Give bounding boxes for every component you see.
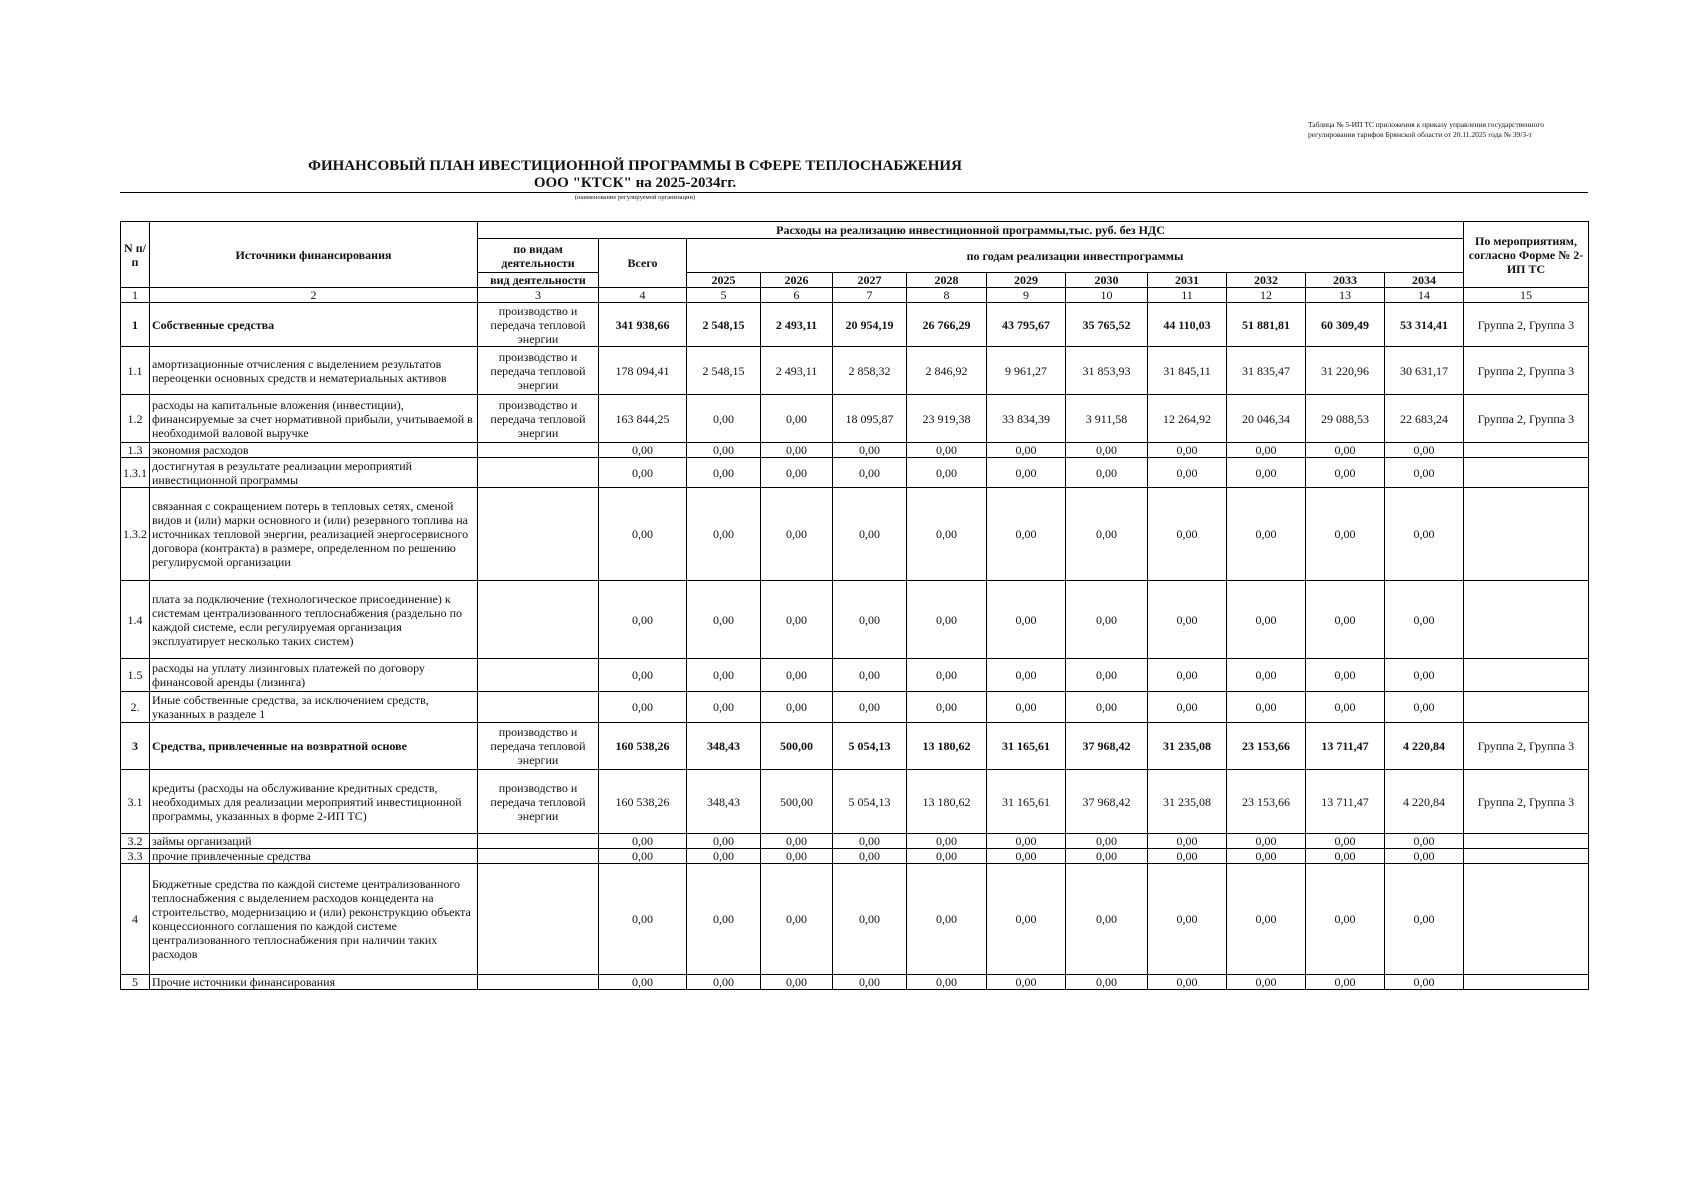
- table-row: [121, 458, 1589, 488]
- row-total: 0,00: [599, 864, 687, 975]
- row-activity: производство и передача тепловой энергии: [478, 303, 599, 347]
- row-year-value: 0,00: [1227, 581, 1306, 659]
- column-number: 6: [761, 288, 833, 303]
- row-year-value: 0,00: [987, 443, 1066, 458]
- row-year-value: 31 853,93: [1066, 347, 1148, 395]
- row-year-value: 51 881,81: [1227, 303, 1306, 347]
- row-year-value: 0,00: [907, 692, 987, 723]
- row-year-value: 0,00: [761, 864, 833, 975]
- row-year-value: 0,00: [1066, 488, 1148, 581]
- row-year-value: 31 835,47: [1227, 347, 1306, 395]
- row-year-value: 37 968,42: [1066, 723, 1148, 770]
- row-total: 160 538,26: [599, 770, 687, 834]
- row-year-value: 0,00: [1227, 692, 1306, 723]
- row-year-value: 0,00: [907, 975, 987, 990]
- row-year-value: 0,00: [1306, 443, 1385, 458]
- row-source: достигнутая в результате реализации мероприятий инвестиционной программы: [150, 458, 478, 488]
- row-year-value: 2 846,92: [907, 347, 987, 395]
- row-year-value: 53 314,41: [1385, 303, 1464, 347]
- row-year-value: 0,00: [687, 849, 761, 864]
- table-row: [121, 834, 1589, 849]
- header-year: 2029: [987, 273, 1066, 288]
- row-source: кредиты (расходы на обслуживание кредитных средств, необходимых для реализации мероприятий инвестиционной программы, указанных в форме 2-ИП ТС): [150, 770, 478, 834]
- header-year: 2030: [1066, 273, 1148, 288]
- table-row: [121, 347, 1589, 395]
- row-total: 0,00: [599, 581, 687, 659]
- row-measures-group: [1464, 458, 1589, 488]
- row-year-value: 31 235,08: [1148, 723, 1227, 770]
- row-year-value: 0,00: [1148, 834, 1227, 849]
- row-source: займы организаций: [150, 834, 478, 849]
- row-year-value: 0,00: [907, 488, 987, 581]
- row-year-value: 0,00: [761, 975, 833, 990]
- row-number: 3.2: [121, 834, 150, 849]
- row-number: 1.1: [121, 347, 150, 395]
- row-year-value: 0,00: [1385, 975, 1464, 990]
- row-year-value: 0,00: [987, 849, 1066, 864]
- row-activity: [478, 834, 599, 849]
- row-year-value: 0,00: [1385, 834, 1464, 849]
- row-year-value: 31 845,11: [1148, 347, 1227, 395]
- row-year-value: 0,00: [1385, 849, 1464, 864]
- row-year-value: 0,00: [761, 458, 833, 488]
- row-year-value: 0,00: [1227, 659, 1306, 692]
- row-year-value: 0,00: [1227, 849, 1306, 864]
- row-source: плата за подключение (технологическое присоединение) к системам централизованного теплоснабжения (раздельно по каждой системе, если регулируемая организация эксплуатирует несколько таких систем): [150, 581, 478, 659]
- row-year-value: 0,00: [761, 443, 833, 458]
- table-row: [121, 864, 1589, 975]
- header-activity: по видам деятельности: [478, 239, 599, 273]
- table-row: [121, 692, 1589, 723]
- row-year-value: 0,00: [833, 834, 907, 849]
- row-year-value: 18 095,87: [833, 395, 907, 443]
- row-source: расходы на уплату лизинговых платежей по договору финансовой аренды (лизинга): [150, 659, 478, 692]
- table-row: [121, 975, 1589, 990]
- row-year-value: 12 264,92: [1148, 395, 1227, 443]
- row-source: Собственные средства: [150, 303, 478, 347]
- row-year-value: 0,00: [907, 581, 987, 659]
- row-measures-group: Группа 2, Группа 3: [1464, 770, 1589, 834]
- header-year: 2031: [1148, 273, 1227, 288]
- row-year-value: 0,00: [987, 488, 1066, 581]
- row-year-value: 0,00: [761, 834, 833, 849]
- header-num: N п/п: [121, 222, 150, 288]
- row-year-value: 0,00: [1385, 443, 1464, 458]
- row-year-value: 0,00: [1066, 581, 1148, 659]
- row-total: 0,00: [599, 975, 687, 990]
- row-year-value: 0,00: [1066, 443, 1148, 458]
- row-year-value: 0,00: [1385, 581, 1464, 659]
- row-measures-group: [1464, 849, 1589, 864]
- row-measures-group: [1464, 834, 1589, 849]
- row-measures-group: Группа 2, Группа 3: [1464, 347, 1589, 395]
- row-year-value: 31 235,08: [1148, 770, 1227, 834]
- column-number: 5: [687, 288, 761, 303]
- row-year-value: 0,00: [1385, 458, 1464, 488]
- column-number: 14: [1385, 288, 1464, 303]
- header-year: 2032: [1227, 273, 1306, 288]
- header-year: 2026: [761, 273, 833, 288]
- row-year-value: 0,00: [1227, 488, 1306, 581]
- row-measures-group: Группа 2, Группа 3: [1464, 303, 1589, 347]
- row-year-value: 33 834,39: [987, 395, 1066, 443]
- row-total: 0,00: [599, 692, 687, 723]
- row-year-value: 20 046,34: [1227, 395, 1306, 443]
- row-year-value: 0,00: [907, 864, 987, 975]
- row-measures-group: [1464, 488, 1589, 581]
- row-number: 1.3.2: [121, 488, 150, 581]
- row-year-value: 348,43: [687, 770, 761, 834]
- row-year-value: 348,43: [687, 723, 761, 770]
- column-number: 9: [987, 288, 1066, 303]
- row-year-value: 0,00: [761, 659, 833, 692]
- row-activity: [478, 458, 599, 488]
- column-number: 2: [150, 288, 478, 303]
- row-year-value: 13 180,62: [907, 723, 987, 770]
- row-year-value: 0,00: [833, 864, 907, 975]
- row-year-value: 20 954,19: [833, 303, 907, 347]
- row-year-value: 0,00: [987, 975, 1066, 990]
- document-title: ФИНАНСОВЫЙ ПЛАН ИВЕСТИЦИОННОЙ ПРОГРАММЫ В СФЕРЕ ТЕПЛОСНАБЖЕНИЯ: [308, 158, 962, 174]
- header-year: 2027: [833, 273, 907, 288]
- row-source: Бюджетные средства по каждой системе централизованного теплоснабжения с выделением расходов концедента на строительство, модернизацию и (или) реконструкцию объекта концессионного соглашения по каждой системе централизованного теплоснабжения при наличии таких расходов: [150, 864, 478, 975]
- row-year-value: 0,00: [1148, 458, 1227, 488]
- row-year-value: 0,00: [687, 659, 761, 692]
- row-year-value: 37 968,42: [1066, 770, 1148, 834]
- row-year-value: 0,00: [833, 849, 907, 864]
- row-year-value: 31 165,61: [987, 723, 1066, 770]
- row-total: 163 844,25: [599, 395, 687, 443]
- row-year-value: 2 548,15: [687, 303, 761, 347]
- table-row: [121, 395, 1589, 443]
- row-year-value: 13 711,47: [1306, 770, 1385, 834]
- row-year-value: 2 493,11: [761, 347, 833, 395]
- column-number: 1: [121, 288, 150, 303]
- row-year-value: 0,00: [1306, 659, 1385, 692]
- row-year-value: 0,00: [1148, 488, 1227, 581]
- row-total: 160 538,26: [599, 723, 687, 770]
- organization-title: ООО "КТСК" на 2025-2034гг.: [533, 175, 737, 191]
- row-year-value: 23 153,66: [1227, 723, 1306, 770]
- row-measures-group: [1464, 443, 1589, 458]
- column-number: 3: [478, 288, 599, 303]
- row-activity: [478, 864, 599, 975]
- row-year-value: 0,00: [761, 849, 833, 864]
- row-year-value: 44 110,03: [1148, 303, 1227, 347]
- row-measures-group: [1464, 581, 1589, 659]
- row-measures-group: [1464, 864, 1589, 975]
- row-year-value: 0,00: [907, 834, 987, 849]
- row-year-value: 0,00: [1227, 975, 1306, 990]
- row-year-value: 0,00: [1306, 458, 1385, 488]
- row-year-value: 23 153,66: [1227, 770, 1306, 834]
- row-year-value: 0,00: [761, 581, 833, 659]
- row-number: 3: [121, 723, 150, 770]
- row-year-value: 0,00: [687, 581, 761, 659]
- row-number: 1.3.1: [121, 458, 150, 488]
- row-year-value: 2 858,32: [833, 347, 907, 395]
- row-year-value: 5 054,13: [833, 723, 907, 770]
- row-year-value: 0,00: [687, 395, 761, 443]
- row-year-value: 2 548,15: [687, 347, 761, 395]
- row-source: экономия расходов: [150, 443, 478, 458]
- row-year-value: 0,00: [687, 458, 761, 488]
- row-year-value: 0,00: [833, 659, 907, 692]
- row-activity: производство и передача тепловой энергии: [478, 770, 599, 834]
- table-row: [121, 659, 1589, 692]
- row-number: 1.2: [121, 395, 150, 443]
- column-number: 4: [599, 288, 687, 303]
- row-source: Иные собственные средства, за исключением средств, указанных в разделе 1: [150, 692, 478, 723]
- row-year-value: 0,00: [987, 581, 1066, 659]
- row-year-value: 0,00: [687, 488, 761, 581]
- row-number: 1.5: [121, 659, 150, 692]
- row-activity: [478, 849, 599, 864]
- header-activity-sub: вид деятельности: [478, 273, 599, 288]
- header-source: Источники финансирования: [150, 222, 478, 288]
- row-year-value: 0,00: [987, 864, 1066, 975]
- row-year-value: 35 765,52: [1066, 303, 1148, 347]
- row-year-value: 0,00: [1306, 975, 1385, 990]
- row-year-value: 0,00: [987, 692, 1066, 723]
- row-source: Прочие источники финансирования: [150, 975, 478, 990]
- row-total: 341 938,66: [599, 303, 687, 347]
- row-year-value: 0,00: [1066, 849, 1148, 864]
- row-activity: [478, 488, 599, 581]
- organization-caption: (наименование регулируемой организации): [574, 194, 696, 201]
- row-year-value: 0,00: [1227, 458, 1306, 488]
- row-year-value: 2 493,11: [761, 303, 833, 347]
- row-activity: [478, 975, 599, 990]
- row-activity: [478, 443, 599, 458]
- row-year-value: 0,00: [687, 864, 761, 975]
- row-total: 0,00: [599, 488, 687, 581]
- row-year-value: 29 088,53: [1306, 395, 1385, 443]
- row-year-value: 0,00: [1148, 659, 1227, 692]
- row-year-value: 0,00: [1306, 849, 1385, 864]
- header-year: 2025: [687, 273, 761, 288]
- row-year-value: 0,00: [761, 395, 833, 443]
- header-year: 2028: [907, 273, 987, 288]
- row-year-value: 0,00: [1066, 975, 1148, 990]
- row-year-value: 4 220,84: [1385, 723, 1464, 770]
- table-row: [121, 723, 1589, 770]
- row-number: 4: [121, 864, 150, 975]
- column-number: 15: [1464, 288, 1589, 303]
- row-activity: производство и передача тепловой энергии: [478, 395, 599, 443]
- row-measures-group: Группа 2, Группа 3: [1464, 723, 1589, 770]
- row-measures-group: [1464, 975, 1589, 990]
- row-source: расходы на капитальные вложения (инвестиции), финансируемые за счет нормативной прибыли, учитываемой в необходимой валовой выручке: [150, 395, 478, 443]
- row-number: 2.: [121, 692, 150, 723]
- row-year-value: 0,00: [1306, 692, 1385, 723]
- row-number: 5: [121, 975, 150, 990]
- row-number: 1: [121, 303, 150, 347]
- row-year-value: 0,00: [1148, 443, 1227, 458]
- row-activity: [478, 659, 599, 692]
- row-source: амортизационные отчисления с выделением результатов переоценки основных средств и нематериальных активов: [150, 347, 478, 395]
- row-total: 0,00: [599, 659, 687, 692]
- row-source: связанная с сокращением потерь в тепловых сетях, сменой видов и (или) марки основного и (или) резервного топлива на источниках тепловой энергии, реализацией энергосервисного договора (контракта) в размере, определенном по решению регулирусмой организации: [150, 488, 478, 581]
- header-total: Всего: [599, 239, 687, 288]
- row-number: 3.1: [121, 770, 150, 834]
- row-year-value: 500,00: [761, 723, 833, 770]
- row-year-value: 60 309,49: [1306, 303, 1385, 347]
- row-year-value: 30 631,17: [1385, 347, 1464, 395]
- row-measures-group: Группа 2, Группа 3: [1464, 395, 1589, 443]
- row-measures-group: [1464, 659, 1589, 692]
- column-number: 8: [907, 288, 987, 303]
- table-row: [121, 488, 1589, 581]
- row-year-value: 3 911,58: [1066, 395, 1148, 443]
- header-by-years: по годам реализации инвестпрограммы: [687, 239, 1464, 273]
- row-year-value: 0,00: [833, 581, 907, 659]
- row-year-value: 26 766,29: [907, 303, 987, 347]
- row-year-value: 13 180,62: [907, 770, 987, 834]
- row-year-value: 0,00: [1227, 834, 1306, 849]
- row-year-value: 0,00: [907, 443, 987, 458]
- row-total: 0,00: [599, 443, 687, 458]
- row-measures-group: [1464, 692, 1589, 723]
- row-year-value: 0,00: [687, 443, 761, 458]
- row-year-value: 0,00: [907, 458, 987, 488]
- row-year-value: 43 795,67: [987, 303, 1066, 347]
- financial-plan-table: [120, 221, 1589, 990]
- row-year-value: 0,00: [987, 834, 1066, 849]
- table-row: [121, 581, 1589, 659]
- row-year-value: 0,00: [1306, 581, 1385, 659]
- row-year-value: 0,00: [1148, 864, 1227, 975]
- header-year: 2034: [1385, 273, 1464, 288]
- row-year-value: 0,00: [833, 692, 907, 723]
- row-year-value: 0,00: [1385, 692, 1464, 723]
- row-year-value: 0,00: [987, 659, 1066, 692]
- row-year-value: 0,00: [1306, 864, 1385, 975]
- row-year-value: 4 220,84: [1385, 770, 1464, 834]
- row-year-value: 0,00: [833, 488, 907, 581]
- row-number: 1.4: [121, 581, 150, 659]
- row-year-value: 0,00: [687, 975, 761, 990]
- row-total: 178 094,41: [599, 347, 687, 395]
- table-row: [121, 443, 1589, 458]
- row-year-value: 0,00: [1066, 692, 1148, 723]
- row-year-value: 0,00: [1306, 834, 1385, 849]
- column-number: 10: [1066, 288, 1148, 303]
- row-year-value: 0,00: [1066, 834, 1148, 849]
- row-year-value: 0,00: [1227, 443, 1306, 458]
- row-total: 0,00: [599, 458, 687, 488]
- column-number: 7: [833, 288, 907, 303]
- header-measures: По мероприятиям, согласно Форме № 2-ИП ТС: [1464, 222, 1589, 288]
- row-number: 1.3: [121, 443, 150, 458]
- row-year-value: 0,00: [1066, 659, 1148, 692]
- column-number: 13: [1306, 288, 1385, 303]
- row-year-value: 0,00: [1385, 864, 1464, 975]
- row-year-value: 0,00: [907, 849, 987, 864]
- row-activity: производство и передача тепловой энергии: [478, 347, 599, 395]
- header-expenses: Расходы на реализацию инвестиционной программы,тыс. руб. без НДС: [478, 222, 1464, 239]
- row-year-value: 0,00: [833, 443, 907, 458]
- row-year-value: 0,00: [833, 458, 907, 488]
- row-year-value: 0,00: [1148, 692, 1227, 723]
- row-year-value: 0,00: [687, 834, 761, 849]
- row-year-value: 31 165,61: [987, 770, 1066, 834]
- row-year-value: 0,00: [1066, 864, 1148, 975]
- row-year-value: 5 054,13: [833, 770, 907, 834]
- row-total: 0,00: [599, 834, 687, 849]
- row-year-value: 500,00: [761, 770, 833, 834]
- row-year-value: 22 683,24: [1385, 395, 1464, 443]
- row-year-value: 9 961,27: [987, 347, 1066, 395]
- form-reference-note: Таблица № 5-ИП ТС приложения к приказу управления государственного регулирования тарифов Брянской области от 20.11.2025 года № 39/3-т: [1308, 120, 1544, 139]
- title-underline: [120, 192, 1588, 193]
- row-year-value: 0,00: [907, 659, 987, 692]
- row-source: Средства, привлеченные на возвратной основе: [150, 723, 478, 770]
- row-activity: [478, 581, 599, 659]
- row-year-value: 0,00: [687, 692, 761, 723]
- header-year: 2033: [1306, 273, 1385, 288]
- row-total: 0,00: [599, 849, 687, 864]
- row-activity: [478, 692, 599, 723]
- row-year-value: 31 220,96: [1306, 347, 1385, 395]
- table-row: [121, 303, 1589, 347]
- row-year-value: 0,00: [1148, 975, 1227, 990]
- row-year-value: 0,00: [761, 488, 833, 581]
- row-year-value: 0,00: [1148, 581, 1227, 659]
- column-number: 12: [1227, 288, 1306, 303]
- row-year-value: 0,00: [1306, 488, 1385, 581]
- row-year-value: 0,00: [987, 458, 1066, 488]
- table-row: [121, 849, 1589, 864]
- row-year-value: 23 919,38: [907, 395, 987, 443]
- column-number: 11: [1148, 288, 1227, 303]
- row-year-value: 0,00: [1385, 488, 1464, 581]
- row-year-value: 13 711,47: [1306, 723, 1385, 770]
- table-row: [121, 770, 1589, 834]
- row-activity: производство и передача тепловой энергии: [478, 723, 599, 770]
- row-year-value: 0,00: [761, 692, 833, 723]
- row-year-value: 0,00: [1227, 864, 1306, 975]
- row-year-value: 0,00: [1066, 458, 1148, 488]
- row-number: 3.3: [121, 849, 150, 864]
- row-year-value: 0,00: [1385, 659, 1464, 692]
- row-year-value: 0,00: [833, 975, 907, 990]
- row-year-value: 0,00: [1148, 849, 1227, 864]
- row-source: прочие привлеченные средства: [150, 849, 478, 864]
